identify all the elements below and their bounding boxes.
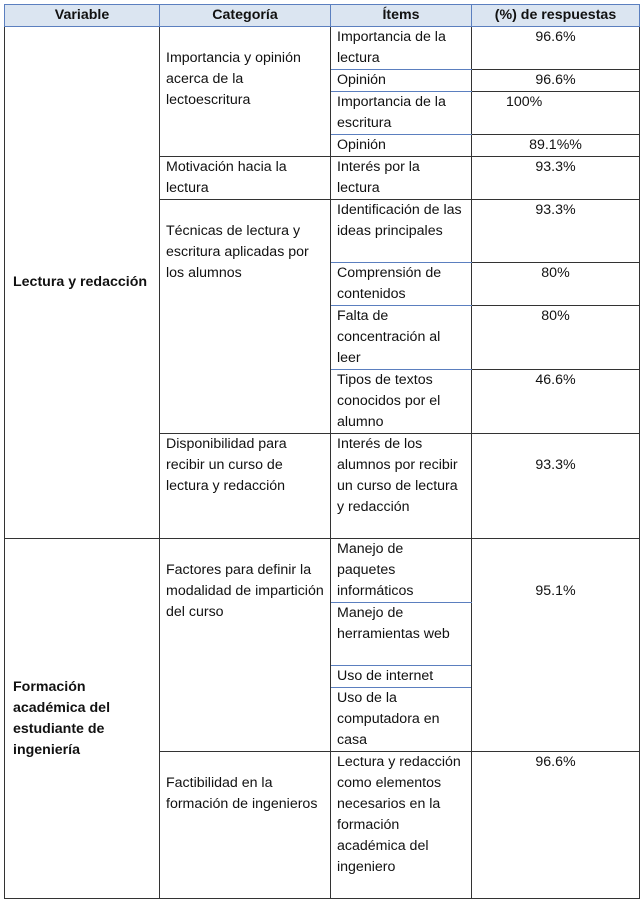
header-categoria: Categoría xyxy=(160,5,331,27)
category-factibilidad: Factibilidad en la formación de ingenieros xyxy=(160,752,331,899)
percent-cell: 96.6% xyxy=(472,27,640,70)
item-cell: Identificación de las ideas principales xyxy=(331,200,472,263)
survey-results-table xyxy=(4,4,640,899)
percent-cell: 46.6% xyxy=(472,370,640,434)
item-cell: Falta de concentración al leer xyxy=(331,306,472,370)
header-variable: Variable xyxy=(5,5,160,27)
percent-cell: 93.3% xyxy=(472,157,640,200)
percent-cell: 93.3% xyxy=(472,200,640,263)
item-cell: Importancia de la lectura xyxy=(331,27,472,70)
table-row xyxy=(5,539,640,603)
item-cell: Lectura y redacción como elementos necesarios en la formación académica del ingeniero xyxy=(331,752,472,899)
variable-formacion-academica: Formación académica del estudiante de ingeniería xyxy=(5,539,160,899)
category-importancia: Importancia y opinión acerca de la lectoescritura xyxy=(160,27,331,157)
item-cell: Manejo de paquetes informáticos xyxy=(331,539,472,603)
item-cell: Opinión xyxy=(331,135,472,157)
variable-lectura-redaccion: Lectura y redacción xyxy=(5,27,160,539)
item-cell: Uso de internet xyxy=(331,666,472,688)
header-items: Ítems xyxy=(331,5,472,27)
percent-cell: 96.6% xyxy=(472,70,640,92)
category-motivacion: Motivación hacia la lectura xyxy=(160,157,331,200)
category-disponibilidad: Disponibilidad para recibir un curso de lectura y redacción xyxy=(160,434,331,539)
percent-cell: 80% xyxy=(472,263,640,306)
percent-cell: 80% xyxy=(472,306,640,370)
item-cell: Manejo de herramientas web xyxy=(331,603,472,666)
item-cell: Interés de los alumnos por recibir un curso de lectura y redacción xyxy=(331,434,472,539)
item-cell: Importancia de la escritura xyxy=(331,92,472,135)
percent-cell: 100% xyxy=(472,92,640,135)
item-cell: Interés por la lectura xyxy=(331,157,472,200)
percent-cell: 96.6% xyxy=(472,752,640,899)
item-cell: Opinión xyxy=(331,70,472,92)
table-row xyxy=(5,27,640,70)
percent-cell: 89.1%% xyxy=(472,135,640,157)
header-respuestas: (%) de respuestas xyxy=(472,5,640,27)
category-factores: Factores para definir la modalidad de impartición del curso xyxy=(160,539,331,752)
table-header-row xyxy=(5,5,640,27)
percent-cell: 95.1% xyxy=(472,539,640,752)
percent-cell: 93.3% xyxy=(472,434,640,539)
item-cell: Uso de la computadora en casa xyxy=(331,688,472,752)
item-cell: Comprensión de contenidos xyxy=(331,263,472,306)
category-tecnicas: Técnicas de lectura y escritura aplicadas por los alumnos xyxy=(160,200,331,434)
item-cell: Tipos de textos conocidos por el alumno xyxy=(331,370,472,434)
